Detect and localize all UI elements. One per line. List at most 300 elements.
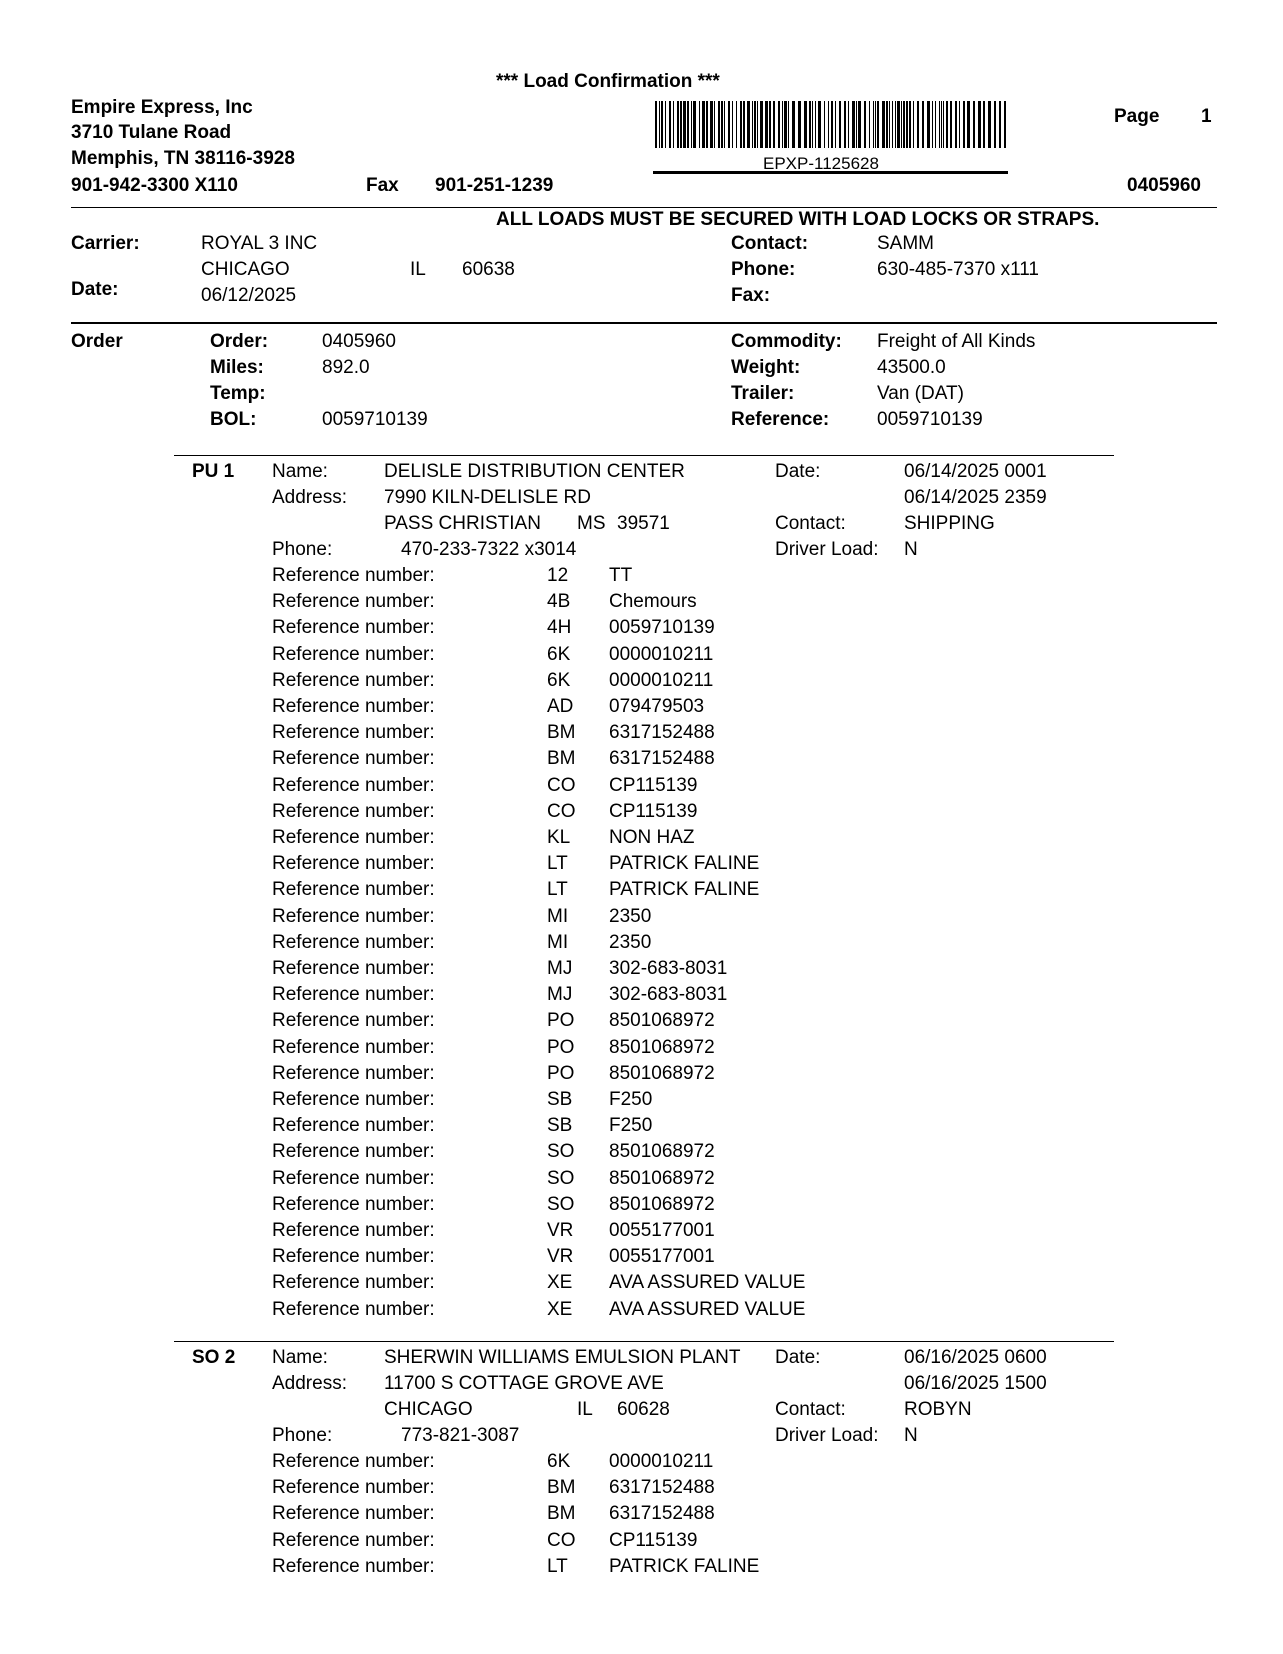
barcode-bar [939,101,940,148]
order-commodity-label: Commodity: [731,331,842,352]
barcode-bar [673,101,674,148]
reference-value: PATRICK FALINE [609,853,760,875]
stop2-driver-load: N [904,1425,918,1446]
reference-value: 8501068972 [609,1167,715,1189]
stop1-divider [174,455,1114,456]
stop1-date-start: 06/14/2025 0001 [904,461,1047,482]
barcode-bar [978,101,981,148]
reference-value: 8501068972 [609,1141,715,1163]
barcode-bar [655,101,657,148]
barcode-bar [693,101,696,148]
load-number: 0405960 [1127,175,1201,196]
stop1-reference-row [272,722,972,748]
reference-value: NON HAZ [609,827,695,848]
carrier-contact-label: Contact: [731,233,809,254]
company-fax: 901-251-1239 [435,175,554,196]
stop2-contact: ROBYN [904,1399,972,1420]
reference-value: 6317152488 [609,748,715,770]
barcode-bar [809,101,811,148]
reference-number-label: Reference number: [272,591,435,613]
reference-code: 4B [547,591,571,613]
stop1-tag: PU 1 [192,461,235,482]
carrier-contact: SAMM [877,233,934,254]
barcode-bar [782,101,783,148]
reference-number-label: Reference number: [272,1298,435,1320]
reference-number-label: Reference number: [272,1010,435,1032]
barcode [655,101,1007,148]
barcode-bar [683,101,686,148]
stop1-reference-row [272,1299,972,1325]
company-address-line2: Memphis, TN 38116-3928 [71,148,295,169]
stop1-state: MS [577,513,606,534]
reference-value: 302-683-8031 [609,958,728,979]
company-address-line1: 3710 Tulane Road [71,122,232,143]
stop1-reference-row [272,1010,972,1036]
barcode-bar [848,101,849,148]
reference-number-label: Reference number: [272,669,435,691]
stop2-date-start: 06/16/2025 0600 [904,1347,1047,1368]
barcode-bar [691,101,692,148]
barcode-text: EPXP-1125628 [763,154,879,173]
reference-code: MI [547,905,569,927]
barcode-bar [1004,101,1006,148]
stop1-reference-row [272,984,972,1010]
reference-number-label: Reference number: [272,905,435,927]
barcode-bar [999,101,1001,148]
stop2-reference-row [272,1451,972,1477]
stop1-contact: SHIPPING [904,513,995,534]
barcode-bar [765,101,768,148]
barcode-bar [903,101,905,148]
reference-number-label: Reference number: [272,931,435,953]
barcode-bar [852,101,855,148]
barcode-bar [869,101,870,148]
stop2-address-label: Address: [272,1373,347,1394]
reference-code: BM [547,722,576,744]
reference-value: CP115139 [609,774,698,796]
barcode-bar [792,101,795,148]
reference-code: BM [547,748,576,770]
barcode-bar [828,101,829,148]
reference-number-label: Reference number: [272,853,435,875]
reference-number-label: Reference number: [272,696,435,717]
stop1-city: PASS CHRISTIAN [384,513,541,534]
stop2-state: IL [577,1399,593,1420]
barcode-bar [935,101,936,148]
reference-value: PATRICK FALINE [609,879,760,901]
stop1-reference-row [272,670,972,696]
barcode-bar [804,101,807,148]
order-commodity: Freight of All Kinds [877,331,1036,352]
stop2-phone: 773-821-3087 [401,1425,520,1446]
reference-value: 302-683-8031 [609,984,728,1006]
barcode-bar [677,101,679,148]
carrier-city: CHICAGO [201,259,290,280]
stop2-reference-row [272,1503,972,1529]
order-reference-label: Reference: [731,409,830,430]
barcode-bar [955,101,957,148]
reference-value: 0000010211 [609,643,714,665]
barcode-bar [784,101,787,148]
barcode-bar [710,101,713,148]
reference-code: XE [547,1298,573,1320]
barcode-bar [659,101,660,148]
barcode-bar [983,101,985,148]
reference-value: F250 [609,1089,653,1110]
barcode-bar [732,101,733,148]
stop2-zip: 60628 [617,1399,670,1420]
stop1-reference-row [272,1194,972,1220]
barcode-bar [886,101,888,148]
reference-number-label: Reference number: [272,1036,435,1058]
reference-code: SB [547,1115,573,1137]
stop1-phone-label: Phone: [272,539,333,560]
barcode-bar [897,101,900,148]
stop1-reference-row [272,1115,972,1141]
barcode-bar [988,101,991,148]
reference-code: MI [547,931,569,953]
reference-code: 4H [547,617,572,639]
stop2-name: SHERWIN WILLIAMS EMULSION PLANT [384,1347,741,1368]
reference-code: SB [547,1089,573,1110]
page-label: Page [1114,106,1160,127]
reference-value: 0055177001 [609,1220,715,1241]
barcode-bar [714,101,715,148]
stop2-reference-row [272,1530,972,1556]
stop1-reference-row [272,1037,972,1063]
carrier-phone-label: Phone: [731,259,796,280]
barcode-bar [994,101,996,148]
barcode-bar [754,101,756,148]
order-temp-label: Temp: [210,383,266,404]
stop2-name-label: Name: [272,1347,328,1368]
stop1-driver-load: N [904,539,918,560]
order-miles: 892.0 [322,357,370,378]
reference-code: 6K [547,643,571,665]
barcode-bar [917,101,919,148]
stop1-reference-row [272,853,972,879]
order-bol-label: BOL: [210,409,257,430]
stop2-date-end: 06/16/2025 1500 [904,1373,1047,1394]
reference-number-label: Reference number: [272,617,435,639]
order-section-label: Order [71,331,123,352]
barcode-bar [835,101,836,148]
barcode-bar [752,101,753,148]
reference-value: 079479503 [609,696,705,717]
securement-notice: ALL LOADS MUST BE SECURED WITH LOAD LOCKS OR STRAPS. [496,209,1100,230]
reference-number-label: Reference number: [272,1167,435,1189]
barcode-bar [927,101,930,148]
barcode-bar [963,101,965,148]
stop2-reference-row [272,1556,972,1582]
stop2-phone-label: Phone: [272,1425,333,1446]
stop1-reference-row [272,1272,972,1298]
stop1-reference-row [272,932,972,958]
barcode-bar [909,101,911,148]
reference-value: 0000010211 [609,669,714,691]
carrier-date-label: Date: [71,279,119,300]
order-reference: 0059710139 [877,409,983,430]
stop1-reference-row [272,591,972,617]
stop1-reference-row [272,775,972,801]
reference-number-label: Reference number: [272,1246,435,1268]
reference-number-label: Reference number: [272,1141,435,1163]
reference-code: 6K [547,669,571,691]
reference-value: 8501068972 [609,1193,715,1215]
reference-code: LT [547,1555,568,1577]
barcode-bar [959,101,960,148]
reference-value: 0055177001 [609,1246,715,1268]
order-trailer-label: Trailer: [731,383,795,404]
stop1-reference-row [272,748,972,774]
order-bol: 0059710139 [322,409,428,430]
barcode-bar [680,101,682,148]
stop1-phone: 470-233-7322 x3014 [401,539,577,560]
barcode-bar [895,101,896,148]
barcode-bar [760,101,763,148]
barcode-bar [665,101,666,148]
carrier-name: ROYAL 3 INC [201,233,318,254]
reference-code: LT [547,879,568,901]
reference-value: 2350 [609,905,652,927]
reference-code: 12 [547,565,569,586]
barcode-bar [877,101,879,148]
stop1-reference-row [272,1246,972,1272]
stop2-reference-row [272,1477,972,1503]
reference-value: PATRICK FALINE [609,1555,760,1577]
carrier-date: 06/12/2025 [201,285,297,306]
reference-value: CP115139 [609,1529,698,1551]
header-divider [71,207,1217,208]
order-number: 0405960 [322,331,396,352]
stop2-date-label: Date: [775,1347,821,1368]
barcode-bar [844,101,846,148]
reference-number-label: Reference number: [272,1089,435,1110]
reference-number-label: Reference number: [272,984,435,1006]
barcode-bar [699,101,700,148]
stop1-name: DELISLE DISTRIBUTION CENTER [384,461,685,482]
stop1-reference-row [272,1089,972,1115]
stop1-reference-row [272,565,972,591]
stop1-name-label: Name: [272,461,328,482]
barcode-bar [788,101,789,148]
reference-value: F250 [609,1115,653,1137]
barcode-bar [875,101,876,148]
carrier-zip: 60638 [462,259,515,280]
reference-code: BM [547,1503,576,1525]
stop2-contact-label: Contact: [775,1399,846,1420]
reference-code: VR [547,1220,574,1241]
stop1-contact-label: Contact: [775,513,846,534]
stop1-date-end: 06/14/2025 2359 [904,487,1047,508]
reference-value: 0000010211 [609,1451,714,1472]
stop1-date-label: Date: [775,461,821,482]
reference-number-label: Reference number: [272,1220,435,1241]
carrier-state: IL [410,259,426,280]
reference-number-label: Reference number: [272,774,435,796]
barcode-bar [728,101,730,148]
company-fax-label: Fax [366,175,399,196]
barcode-bar [858,101,861,148]
barcode-bar [718,101,720,148]
reference-number-label: Reference number: [272,1529,435,1551]
stop1-reference-row [272,801,972,827]
barcode-bar [967,101,970,148]
reference-value: CP115139 [609,800,698,822]
document-title: *** Load Confirmation *** [496,71,720,92]
stop1-reference-row [272,644,972,670]
carrier-fax-label: Fax: [731,285,771,306]
reference-number-label: Reference number: [272,722,435,744]
reference-number-label: Reference number: [272,748,435,770]
barcode-bar [818,101,821,148]
reference-value: AVA ASSURED VALUE [609,1272,806,1294]
reference-value: AVA ASSURED VALUE [609,1298,806,1320]
stop1-reference-row [272,1220,972,1246]
stop1-reference-row [272,1141,972,1167]
barcode-bar [724,101,725,148]
stop1-reference-row [272,696,972,722]
barcode-bar [913,101,914,148]
reference-code: PO [547,1062,575,1084]
reference-value: 0059710139 [609,617,715,639]
reference-code: SO [547,1193,575,1215]
reference-code: KL [547,827,571,848]
stop2-address: 11700 S COTTAGE GROVE AVE [384,1373,664,1394]
barcode-bar [889,101,890,148]
barcode-bar [973,101,975,148]
reference-value: 8501068972 [609,1062,715,1084]
barcode-bar [946,101,948,148]
barcode-bar [669,101,671,148]
stop1-address-label: Address: [272,487,347,508]
barcode-bar [815,101,816,148]
stop1-reference-row [272,617,972,643]
barcode-bar [839,101,841,148]
barcode-bar [864,101,866,148]
reference-value: 6317152488 [609,1503,715,1525]
reference-code: 6K [547,1451,571,1472]
page-number: 1 [1201,106,1212,127]
barcode-bar [831,101,833,148]
barcode-bar [740,101,742,148]
reference-value: 6317152488 [609,722,715,744]
reference-code: SO [547,1141,575,1163]
barcode-bar [721,101,723,148]
barcode-bar [778,101,780,148]
company-phone: 901-942-3300 X110 [71,175,238,196]
reference-number-label: Reference number: [272,1451,435,1472]
stop1-zip: 39571 [617,513,670,534]
order-weight: 43500.0 [877,357,946,378]
stop1-driver-load-label: Driver Load: [775,539,879,560]
reference-number-label: Reference number: [272,1272,435,1294]
reference-value: 8501068972 [609,1036,715,1058]
reference-number-label: Reference number: [272,1555,435,1577]
barcode-bar [922,101,924,148]
reference-number-label: Reference number: [272,1062,435,1084]
barcode-bar [824,101,825,148]
barcode-bar [747,101,750,148]
reference-number-label: Reference number: [272,879,435,901]
barcode-bar [892,101,893,148]
order-trailer: Van (DAT) [877,383,964,404]
reference-code: MJ [547,984,573,1006]
barcode-bar [943,101,944,148]
reference-number-label: Reference number: [272,827,435,848]
reference-code: XE [547,1272,573,1294]
company-name: Empire Express, Inc [71,97,253,118]
reference-code: CO [547,800,576,822]
reference-code: CO [547,1529,576,1551]
barcode-bar [873,101,874,148]
stop2-tag: SO 2 [192,1347,236,1368]
barcode-bar [769,101,771,148]
reference-number-label: Reference number: [272,565,435,586]
barcode-bar [901,101,902,148]
reference-code: BM [547,1477,576,1499]
reference-value: 8501068972 [609,1010,715,1032]
stop2-divider [174,1341,1114,1342]
stop2-driver-load-label: Driver Load: [775,1425,879,1446]
stop1-reference-row [272,906,972,932]
barcode-bar [757,101,758,148]
reference-code: MJ [547,958,573,979]
stop1-reference-row [272,879,972,905]
carrier-label: Carrier: [71,233,140,254]
barcode-bar [812,101,813,148]
reference-number-label: Reference number: [272,800,435,822]
order-number-label: Order: [210,331,269,352]
stop1-reference-row [272,958,972,984]
reference-code: PO [547,1036,575,1058]
reference-code: CO [547,774,576,796]
barcode-bar [950,101,952,148]
stop1-reference-row [272,1168,972,1194]
barcode-bar [773,101,775,148]
reference-code: LT [547,853,568,875]
reference-number-label: Reference number: [272,1193,435,1215]
stop1-reference-row [272,1063,972,1089]
barcode-bar [706,101,708,148]
barcode-bar [687,101,689,148]
reference-code: VR [547,1246,574,1268]
stop1-reference-row [272,827,972,853]
carrier-divider [71,322,1217,324]
barcode-bar [798,101,801,148]
reference-value: 6317152488 [609,1477,715,1499]
barcode-bar [941,101,942,148]
reference-number-label: Reference number: [272,1503,435,1525]
barcode-bar [932,101,933,148]
reference-number-label: Reference number: [272,1477,435,1499]
carrier-phone: 630-485-7370 x111 [877,259,1039,280]
barcode-bar [906,101,908,148]
reference-value: Chemours [609,591,697,613]
reference-code: AD [547,696,574,717]
reference-value: 2350 [609,931,652,953]
reference-number-label: Reference number: [272,643,435,665]
barcode-bar [856,101,857,148]
barcode-bar [743,101,745,148]
reference-number-label: Reference number: [272,958,435,979]
reference-code: PO [547,1010,575,1032]
order-miles-label: Miles: [210,357,264,378]
barcode-bar [736,101,737,148]
order-weight-label: Weight: [731,357,801,378]
barcode-bar [882,101,885,148]
reference-value: TT [609,565,633,586]
